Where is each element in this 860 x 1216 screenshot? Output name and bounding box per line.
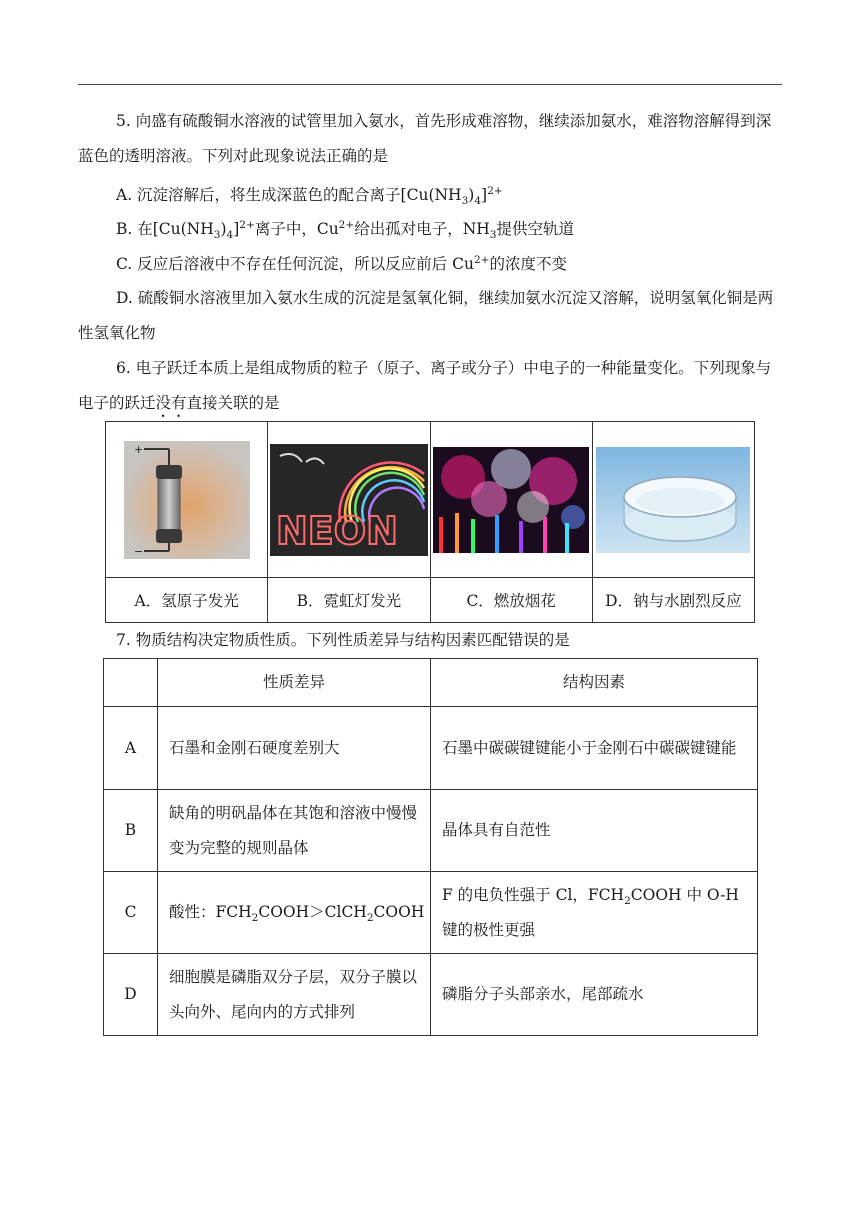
table-header-row xyxy=(104,659,758,707)
q5-option-d: D. 硫酸铜水溶液里加入氨水生成的沉淀是氢氧化铜，继续加氨水沉淀又溶解，说明氢氧化铜是两性氢氧化物 xyxy=(78,289,774,342)
q7-stem: 7. 物质结构决定物质性质。下列性质差异与结构因素匹配错误的是 xyxy=(116,631,570,649)
q5-option-c: C. 反应后溶液中不存在任何沉淀，所以反应前后 $Cu^{2+}$的浓度不变 xyxy=(116,253,567,273)
caption-c: C．燃放烟花 xyxy=(430,578,592,623)
hydrogen-tube-image xyxy=(124,441,250,559)
image-cell-c xyxy=(430,422,592,578)
petri-dish-image xyxy=(596,447,750,553)
row-label: D xyxy=(104,954,158,1036)
caption-a: A．氢原子发光 xyxy=(106,578,268,623)
row-property: 酸性：$FCH_2COOH>ClCH_2COOH$ xyxy=(158,872,431,954)
header-property: 性质差异 xyxy=(158,659,431,707)
q6-stem: 6. 电子跃迁本质上是组成物质的粒子（原子、离子或分子）中电子的一种能量变化。下列现象与电子的跃迁没有直接关联的是 xyxy=(78,359,772,412)
table-row xyxy=(104,872,758,954)
row-factor: F 的电负性强于 Cl，$FCH_2COOH$ 中 O-H 键的极性更强 xyxy=(431,872,758,954)
image-cell-d xyxy=(592,422,754,578)
neon-text: NEON xyxy=(275,508,398,553)
row-label: B xyxy=(104,790,158,872)
minus-sign: − xyxy=(133,544,143,558)
row-factor: 石墨中碳碳键键能小于金刚石中碳碳键键能 xyxy=(431,707,758,790)
q7-table xyxy=(103,658,758,1036)
emphasis-text: 没有 xyxy=(155,394,187,412)
neon-sign-image xyxy=(270,444,428,556)
row-factor: 磷脂分子头部亲水，尾部疏水 xyxy=(431,954,758,1036)
image-option-table xyxy=(105,421,755,623)
header-empty xyxy=(104,659,158,707)
q5-option-b: B. 在$[Cu(NH_3)_4]^{2+}$离子中，$Cu^{2+}$给出孤对电子，$NH_3$提供空轨道 xyxy=(116,218,575,242)
row-property: 缺角的明矾晶体在其饱和溶液中慢慢变为完整的规则晶体 xyxy=(158,790,431,872)
table-row xyxy=(104,707,758,790)
fireworks-image xyxy=(433,447,589,553)
table-row xyxy=(104,954,758,1036)
table-row xyxy=(104,790,758,872)
row-label: C xyxy=(104,872,158,954)
plus-sign: + xyxy=(133,442,143,456)
header-rule xyxy=(78,84,782,85)
row-factor: 晶体具有自范性 xyxy=(431,790,758,872)
caption-b: B．霓虹灯发光 xyxy=(268,578,430,623)
header-factor: 结构因素 xyxy=(431,659,758,707)
caption-d: D．钠与水剧烈反应 xyxy=(592,578,754,623)
q5-stem: 5. 向盛有硫酸铜水溶液的试管里加入氨水，首先形成难溶物，继续添加氨水，难溶物溶解得到深蓝色的透明溶液。下列对此现象说法正确的是 xyxy=(78,112,772,165)
row-property: 细胞膜是磷脂双分子层，双分子膜以头向外、尾向内的方式排列 xyxy=(158,954,431,1036)
row-property: 石墨和金刚石硬度差别大 xyxy=(158,707,431,790)
row-label: A xyxy=(104,707,158,790)
image-cell-a xyxy=(106,422,268,578)
q5-option-a: A. 沉淀溶解后，将生成深蓝色的配合离子$[Cu(NH_3)_4]^{2+}$ xyxy=(116,184,503,208)
image-cell-b xyxy=(268,422,430,578)
